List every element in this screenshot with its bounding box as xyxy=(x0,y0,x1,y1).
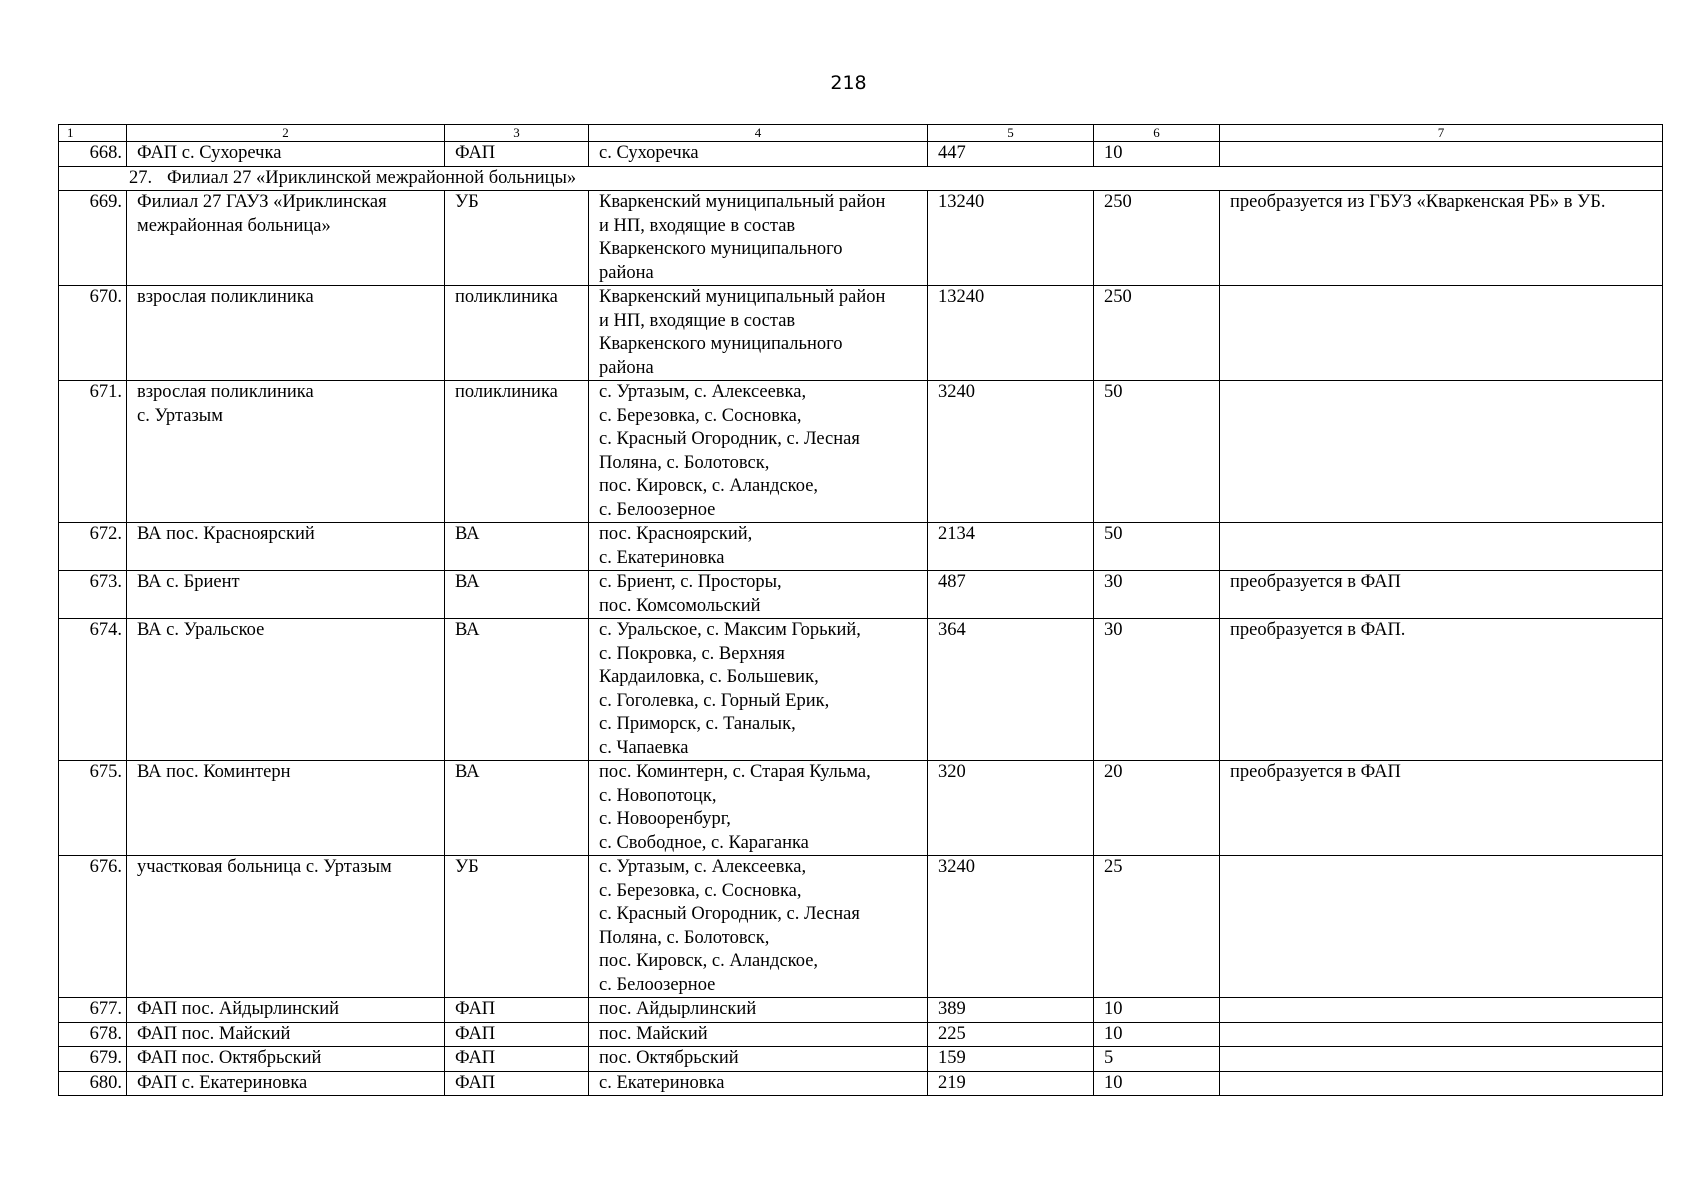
service-area: с. Екатериновка xyxy=(589,1071,928,1096)
facility-name: ВА пос. Коминтерн xyxy=(127,761,445,856)
facility-name: ВА с. Уральское xyxy=(127,619,445,761)
population: 225 xyxy=(928,1022,1094,1047)
section-title: Филиал 27 «Ириклинской межрайонной больницы» xyxy=(167,167,577,188)
row-number: 675. xyxy=(59,761,127,856)
row-number: 676. xyxy=(59,856,127,998)
note xyxy=(1220,856,1663,998)
row-number: 677. xyxy=(59,998,127,1023)
facility-name: ФАП пос. Октябрьский xyxy=(127,1047,445,1072)
table-row xyxy=(59,856,1663,998)
note xyxy=(1220,523,1663,571)
column-header: 4 xyxy=(589,125,928,142)
capacity: 10 xyxy=(1094,1022,1220,1047)
facility-name: ФАП пос. Айдырлинский xyxy=(127,998,445,1023)
service-area: пос. Красноярский, с. Екатериновка xyxy=(589,523,928,571)
facility-name: Филиал 27 ГАУЗ «Ириклинская межрайонная больница» xyxy=(127,191,445,286)
facility-type: ВА xyxy=(445,523,589,571)
table-row xyxy=(59,761,1663,856)
row-number: 668. xyxy=(59,142,127,167)
row-number: 669. xyxy=(59,191,127,286)
facility-type: ФАП xyxy=(445,142,589,167)
service-area: с. Сухоречка xyxy=(589,142,928,167)
note xyxy=(1220,142,1663,167)
service-area: с. Бриент, с. Просторы, пос. Комсомольский xyxy=(589,571,928,619)
population: 13240 xyxy=(928,286,1094,381)
facility-name: ФАП с. Екатериновка xyxy=(127,1071,445,1096)
service-area: с. Уртазым, с. Алексеевка, с. Березовка, с. Сосновка, с. Красный Огородник, с. Лесная Поляна, с. Болотовск, пос. Кировск, с. Аландское, с. Белоозерное xyxy=(589,381,928,523)
population: 487 xyxy=(928,571,1094,619)
row-number: 672. xyxy=(59,523,127,571)
population: 159 xyxy=(928,1047,1094,1072)
capacity: 25 xyxy=(1094,856,1220,998)
facility-type: ВА xyxy=(445,761,589,856)
table-row xyxy=(59,619,1663,761)
service-area: Кваркенский муниципальный район и НП, входящие в состав Кваркенского муниципального района xyxy=(589,191,928,286)
section-row xyxy=(59,166,1663,191)
table-row xyxy=(59,191,1663,286)
facility-type: поликлиника xyxy=(445,381,589,523)
table-row xyxy=(59,523,1663,571)
facility-type: ФАП xyxy=(445,1047,589,1072)
facilities-table xyxy=(58,124,1663,1096)
note xyxy=(1220,286,1663,381)
facility-name: ВА пос. Красноярский xyxy=(127,523,445,571)
capacity: 50 xyxy=(1094,523,1220,571)
service-area: с. Уральское, с. Максим Горький, с. Покровка, с. Верхняя Кардаиловка, с. Большевик, с. Гоголевка, с. Горный Ерик, с. Приморск, с. Таналык, с. Чапаевка xyxy=(589,619,928,761)
row-number: 673. xyxy=(59,571,127,619)
table-row xyxy=(59,998,1663,1023)
facility-name: взрослая поликлиника xyxy=(127,286,445,381)
section-number: 27. xyxy=(129,167,153,188)
note: преобразуется в ФАП xyxy=(1220,571,1663,619)
note xyxy=(1220,1071,1663,1096)
table-row xyxy=(59,1022,1663,1047)
section-heading xyxy=(59,166,1663,191)
facility-name: ФАП с. Сухоречка xyxy=(127,142,445,167)
table-row xyxy=(59,142,1663,167)
facility-type: ВА xyxy=(445,619,589,761)
capacity: 30 xyxy=(1094,619,1220,761)
table-row xyxy=(59,571,1663,619)
population: 2134 xyxy=(928,523,1094,571)
row-number: 674. xyxy=(59,619,127,761)
capacity: 10 xyxy=(1094,998,1220,1023)
population: 3240 xyxy=(928,381,1094,523)
facility-type: ФАП xyxy=(445,1071,589,1096)
service-area: пос. Коминтерн, с. Старая Кульма, с. Новопотоцк, с. Новооренбург, с. Свободное, с. Караганка xyxy=(589,761,928,856)
column-header: 7 xyxy=(1220,125,1663,142)
facility-name: взрослая поликлиника с. Уртазым xyxy=(127,381,445,523)
service-area: пос. Айдырлинский xyxy=(589,998,928,1023)
capacity: 20 xyxy=(1094,761,1220,856)
facility-type: УБ xyxy=(445,191,589,286)
note xyxy=(1220,1047,1663,1072)
table-row xyxy=(59,1047,1663,1072)
table-row xyxy=(59,286,1663,381)
capacity: 5 xyxy=(1094,1047,1220,1072)
table-row xyxy=(59,381,1663,523)
column-header: 5 xyxy=(928,125,1094,142)
population: 219 xyxy=(928,1071,1094,1096)
capacity: 10 xyxy=(1094,142,1220,167)
row-number: 670. xyxy=(59,286,127,381)
service-area: пос. Майский xyxy=(589,1022,928,1047)
note: преобразуется из ГБУЗ «Кваркенская РБ» в УБ. xyxy=(1220,191,1663,286)
facility-type: поликлиника xyxy=(445,286,589,381)
column-number-row xyxy=(59,125,1663,142)
facility-type: ФАП xyxy=(445,1022,589,1047)
capacity: 250 xyxy=(1094,191,1220,286)
capacity: 10 xyxy=(1094,1071,1220,1096)
row-number: 671. xyxy=(59,381,127,523)
page-number: 218 xyxy=(830,72,867,94)
column-header: 6 xyxy=(1094,125,1220,142)
service-area: с. Уртазым, с. Алексеевка, с. Березовка, с. Сосновка, с. Красный Огородник, с. Лесная Поляна, с. Болотовск, пос. Кировск, с. Аландское, с. Белоозерное xyxy=(589,856,928,998)
population: 447 xyxy=(928,142,1094,167)
population: 3240 xyxy=(928,856,1094,998)
facility-type: ВА xyxy=(445,571,589,619)
service-area: пос. Октябрьский xyxy=(589,1047,928,1072)
note xyxy=(1220,998,1663,1023)
population: 389 xyxy=(928,998,1094,1023)
facility-name: ФАП пос. Майский xyxy=(127,1022,445,1047)
row-number: 678. xyxy=(59,1022,127,1047)
note xyxy=(1220,381,1663,523)
note: преобразуется в ФАП. xyxy=(1220,619,1663,761)
row-number: 679. xyxy=(59,1047,127,1072)
column-header: 1 xyxy=(59,125,127,142)
capacity: 250 xyxy=(1094,286,1220,381)
service-area: Кваркенский муниципальный район и НП, входящие в состав Кваркенского муниципального района xyxy=(589,286,928,381)
facility-name: ВА с. Бриент xyxy=(127,571,445,619)
row-number: 680. xyxy=(59,1071,127,1096)
population: 364 xyxy=(928,619,1094,761)
facility-type: ФАП xyxy=(445,998,589,1023)
note xyxy=(1220,1022,1663,1047)
capacity: 50 xyxy=(1094,381,1220,523)
facility-name: участковая больница с. Уртазым xyxy=(127,856,445,998)
population: 13240 xyxy=(928,191,1094,286)
capacity: 30 xyxy=(1094,571,1220,619)
facility-type: УБ xyxy=(445,856,589,998)
table-row xyxy=(59,1071,1663,1096)
note: преобразуется в ФАП xyxy=(1220,761,1663,856)
population: 320 xyxy=(928,761,1094,856)
column-header: 2 xyxy=(127,125,445,142)
column-header: 3 xyxy=(445,125,589,142)
